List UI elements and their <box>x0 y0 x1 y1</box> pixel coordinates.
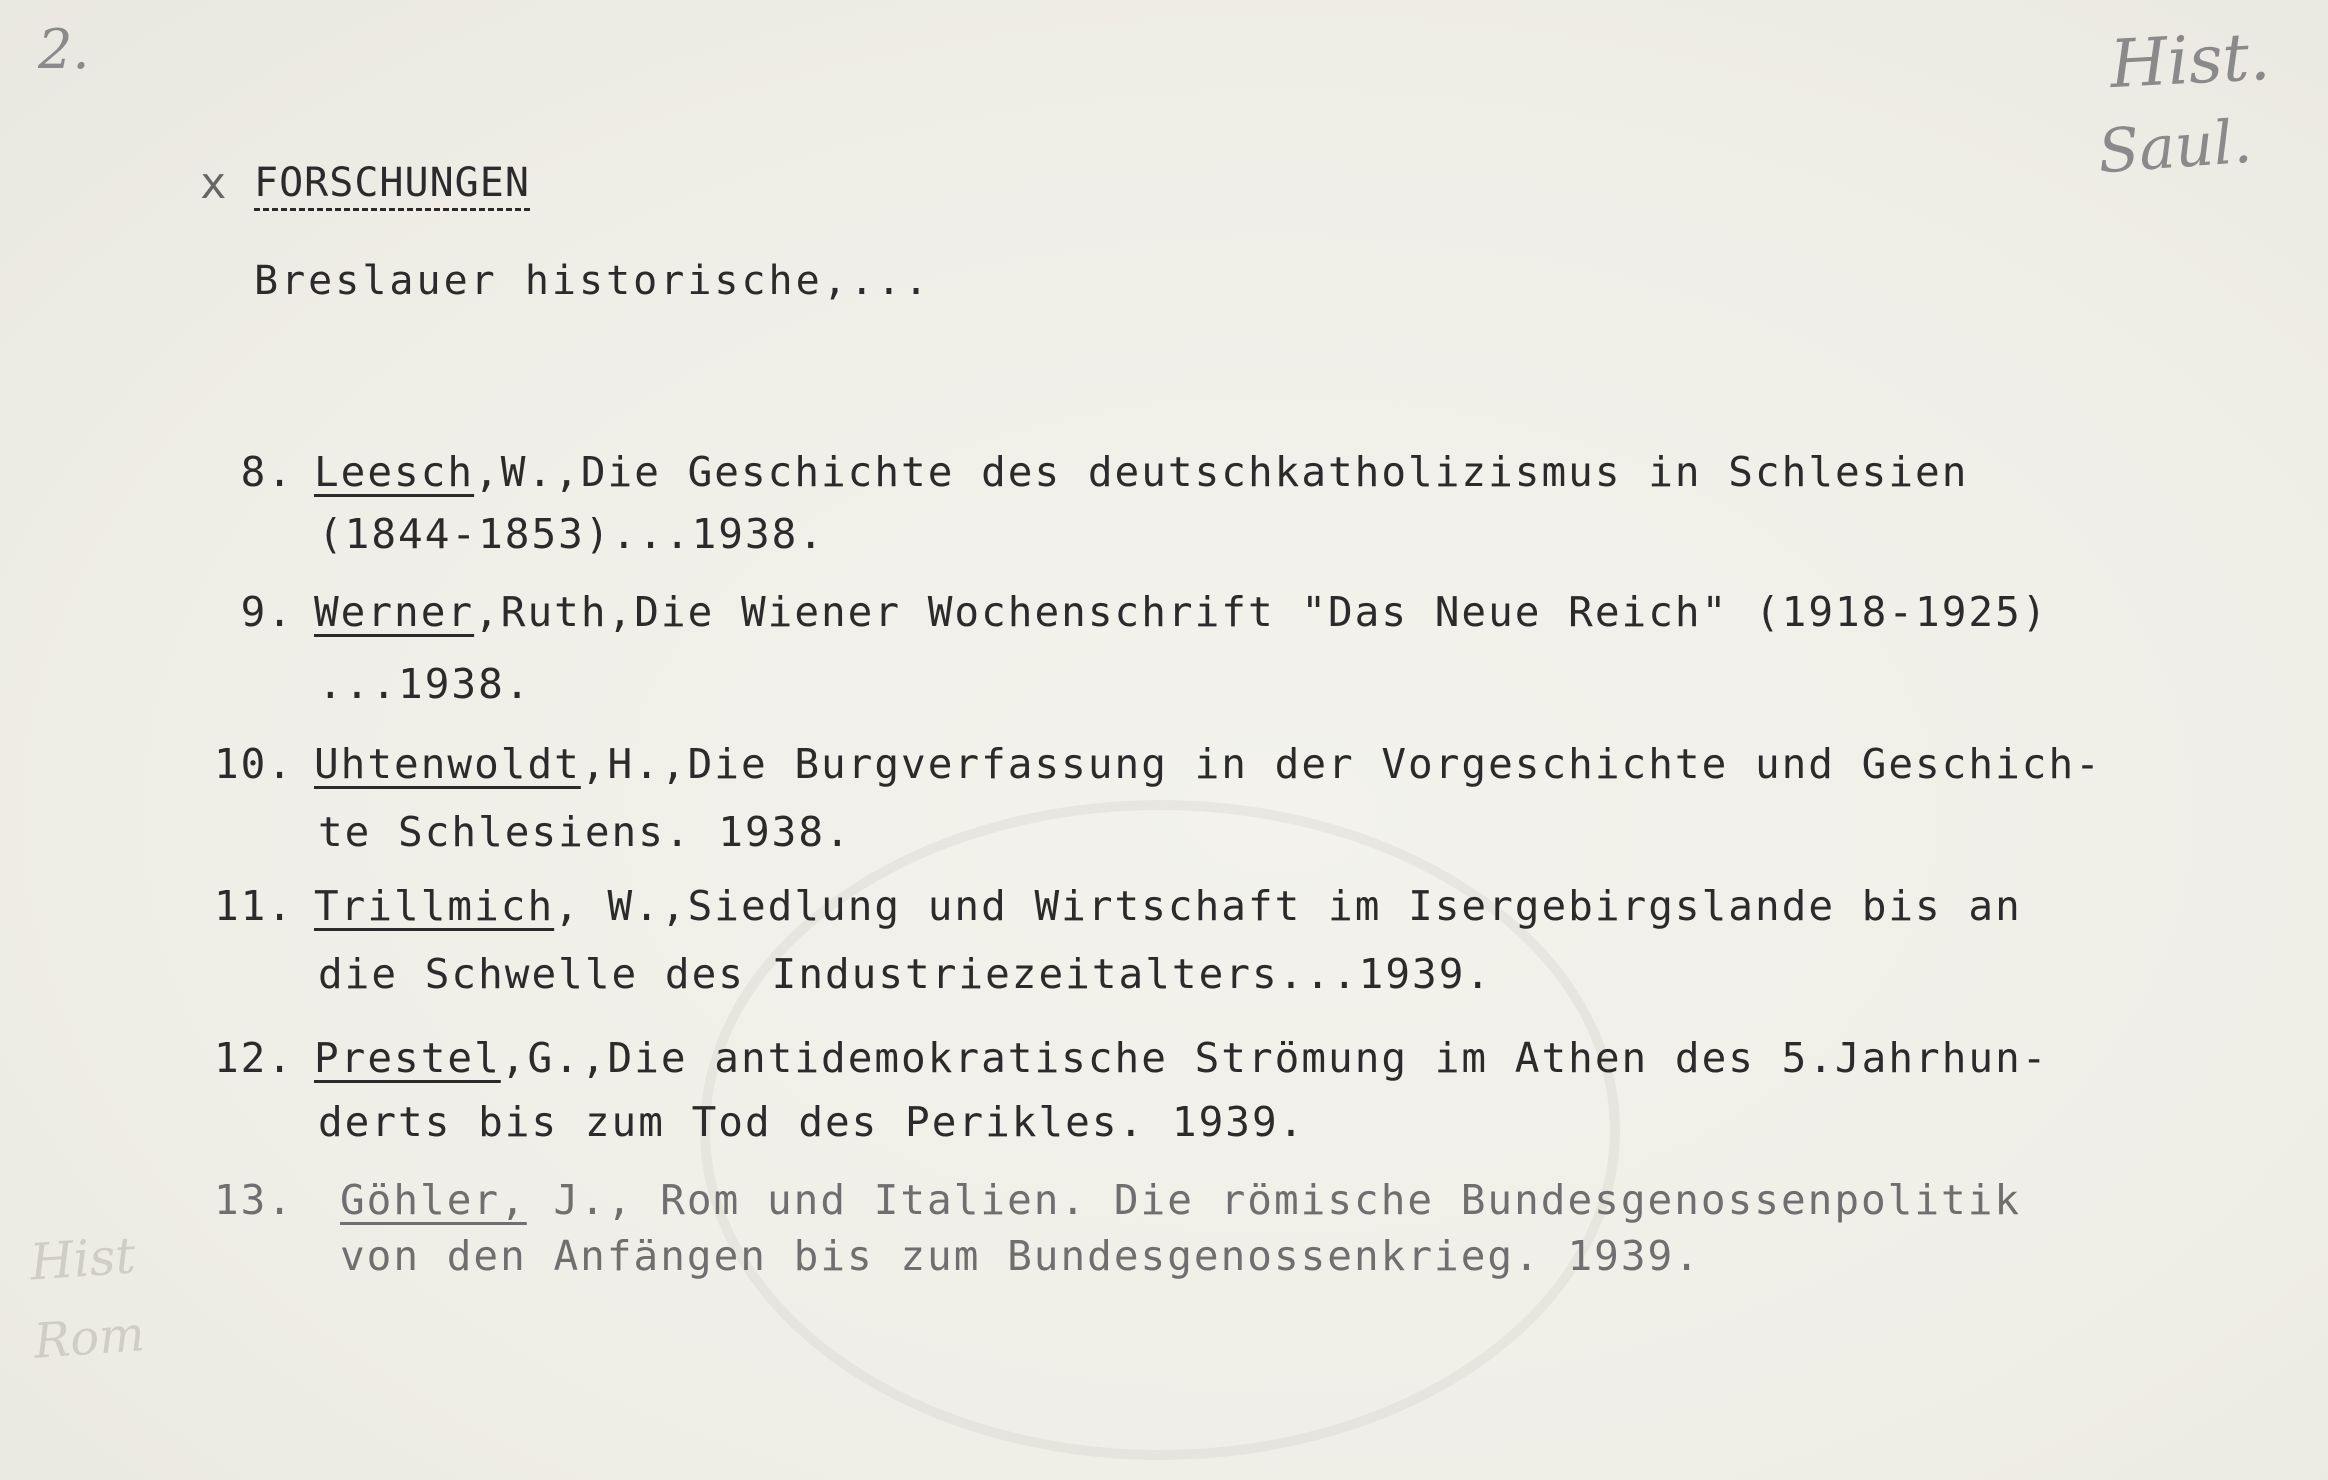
entry-line-1 <box>314 588 2048 636</box>
entry-title: ,W.,Die Geschichte des deutschkatholizismus in Schlesien <box>474 448 1969 496</box>
card-number: 2. <box>38 18 90 81</box>
entry-line-1 <box>314 882 2022 930</box>
entry-number: 13. <box>213 1176 294 1224</box>
entry-title: , W.,Siedlung und Wirtschaft im Isergebirgslande bis an <box>554 882 2022 930</box>
entry-author: Uhtenwoldt <box>314 740 581 788</box>
series-subtitle: Breslauer historische,... <box>254 258 932 304</box>
entry-line-2: derts bis zum Tod des Perikles. 1939. <box>318 1098 1306 1146</box>
entry-number: 8. <box>240 448 294 496</box>
entry-line-2: von den Anfängen bis zum Bundesgenossenkrieg. 1939. <box>340 1232 1701 1280</box>
entry-number: 9. <box>240 588 294 636</box>
entry-title: ,G.,Die antidemokratische Strömung im Athen des 5.Jahrhun- <box>500 1034 2049 1082</box>
entry-title: J., Rom und Italien. Die römische Bundesgenossenpolitik <box>526 1176 2022 1224</box>
margin-note-hist: Hist <box>28 1226 138 1292</box>
entry-author: Göhler, <box>340 1176 527 1224</box>
entry-line-2: (1844-1853)...1938. <box>318 510 825 558</box>
entry-line-2: ...1938. <box>318 660 532 708</box>
entry-line-2: te Schlesiens. 1938. <box>318 808 852 856</box>
entry-line-1 <box>314 740 2102 788</box>
entry-line-1 <box>340 1176 2021 1224</box>
handwritten-note-hist: Hist. <box>2108 17 2272 104</box>
entry-number: 12. <box>213 1034 294 1082</box>
entry-number: 11. <box>213 882 294 930</box>
entry-title: ,Ruth,Die Wiener Wochenschrift "Das Neue Reich" (1918-1925) <box>474 588 2049 636</box>
entry-line-1 <box>314 1034 2048 1082</box>
entry-author: Werner <box>314 588 475 636</box>
entry-author: Leesch <box>314 448 475 496</box>
series-title: FORSCHUNGEN <box>254 160 530 211</box>
entry-line-1 <box>314 448 1968 496</box>
entry-author: Prestel <box>314 1034 501 1082</box>
margin-note-rom: Rom <box>32 1306 147 1370</box>
handwritten-note-saul: Saul. <box>2095 106 2255 188</box>
series-mark: x <box>200 158 227 209</box>
entry-number: 10. <box>213 740 294 788</box>
entry-author: Trillmich <box>314 882 555 930</box>
entry-title: ,H.,Die Burgverfassung in der Vorgeschichte und Geschich- <box>580 740 2102 788</box>
entry-line-2: die Schwelle des Industriezeitalters...1939. <box>318 950 1493 998</box>
